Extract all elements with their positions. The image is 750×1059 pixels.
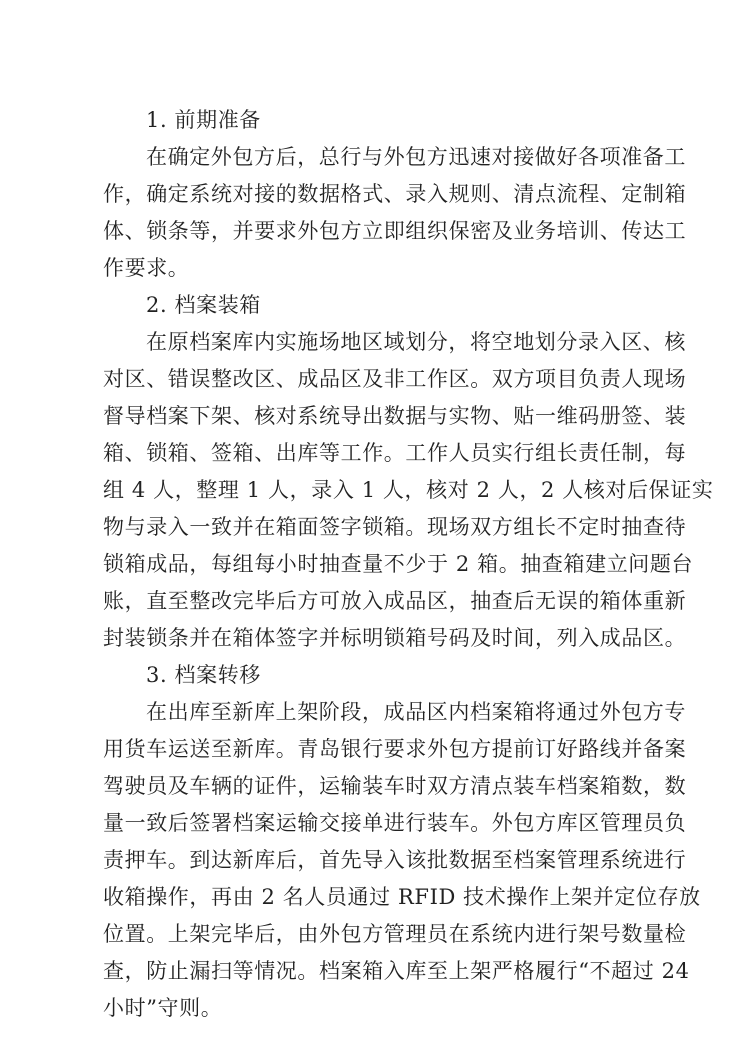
paragraph-line: 查，防止漏扫等情况。档案箱入库至上架严格履行“不超过 24 — [103, 959, 690, 983]
paragraph-line: 位置。上架完毕后，由外包方管理员在系统内进行架号数量检 — [103, 922, 687, 946]
paragraph-line: 在出库至新库上架阶段，成品区内档案箱将通过外包方专 — [146, 700, 686, 724]
paragraph-line: 驾驶员及车辆的证件，运输装车时双方清点装车档案箱数，数 — [103, 774, 687, 798]
section-heading-2: 2. 档案装箱 — [146, 293, 261, 317]
paragraph-line: 量一致后签署档案运输交接单进行装车。外包方库区管理员负 — [103, 811, 687, 835]
section-heading-3: 3. 档案转移 — [146, 663, 261, 687]
paragraph-line: 作要求。 — [103, 256, 190, 280]
paragraph-line: 封装锁条并在箱体签字并标明锁箱号码及时间，列入成品区。 — [103, 626, 687, 650]
paragraph-line: 在确定外包方后，总行与外包方迅速对接做好各项准备工 — [146, 145, 686, 169]
paragraph-line: 体、锁条等，并要求外包方立即组织保密及业务培训、传达工 — [103, 219, 687, 243]
paragraph-line: 账，直至整改完毕后方可放入成品区，抽查后无误的箱体重新 — [103, 589, 687, 613]
paragraph-line: 收箱操作，再由 2 名人员通过 RFID 技术操作上架并定位存放 — [103, 885, 701, 909]
paragraph-line: 作，确定系统对接的数据格式、录入规则、清点流程、定制箱 — [103, 182, 687, 206]
paragraph-line: 在原档案库内实施场地区域划分，将空地划分录入区、核 — [146, 330, 686, 354]
paragraph-line: 物与录入一致并在箱面签字锁箱。现场双方组长不定时抽查待 — [103, 515, 687, 539]
paragraph-line: 督导档案下架、核对系统导出数据与实物、贴一维码册签、装 — [103, 404, 687, 428]
paragraph-line: 对区、错误整改区、成品区及非工作区。双方项目负责人现场 — [103, 367, 687, 391]
paragraph-line: 用货车运送至新库。青岛银行要求外包方提前订好路线并备案 — [103, 737, 687, 761]
paragraph-line: 箱、锁箱、签箱、出库等工作。工作人员实行组长责任制，每 — [103, 441, 687, 465]
section-heading-1: 1. 前期准备 — [146, 108, 261, 132]
paragraph-line: 锁箱成品，每组每小时抽查量不少于 2 箱。抽查箱建立问题台 — [103, 552, 694, 576]
paragraph-line: 小时”守则。 — [103, 996, 223, 1020]
paragraph-line: 组 4 人，整理 1 人，录入 1 人，核对 2 人，2 人核对后保证实 — [103, 478, 714, 502]
paragraph-line: 责押车。到达新库后，首先导入该批数据至档案管理系统进行 — [103, 848, 687, 872]
